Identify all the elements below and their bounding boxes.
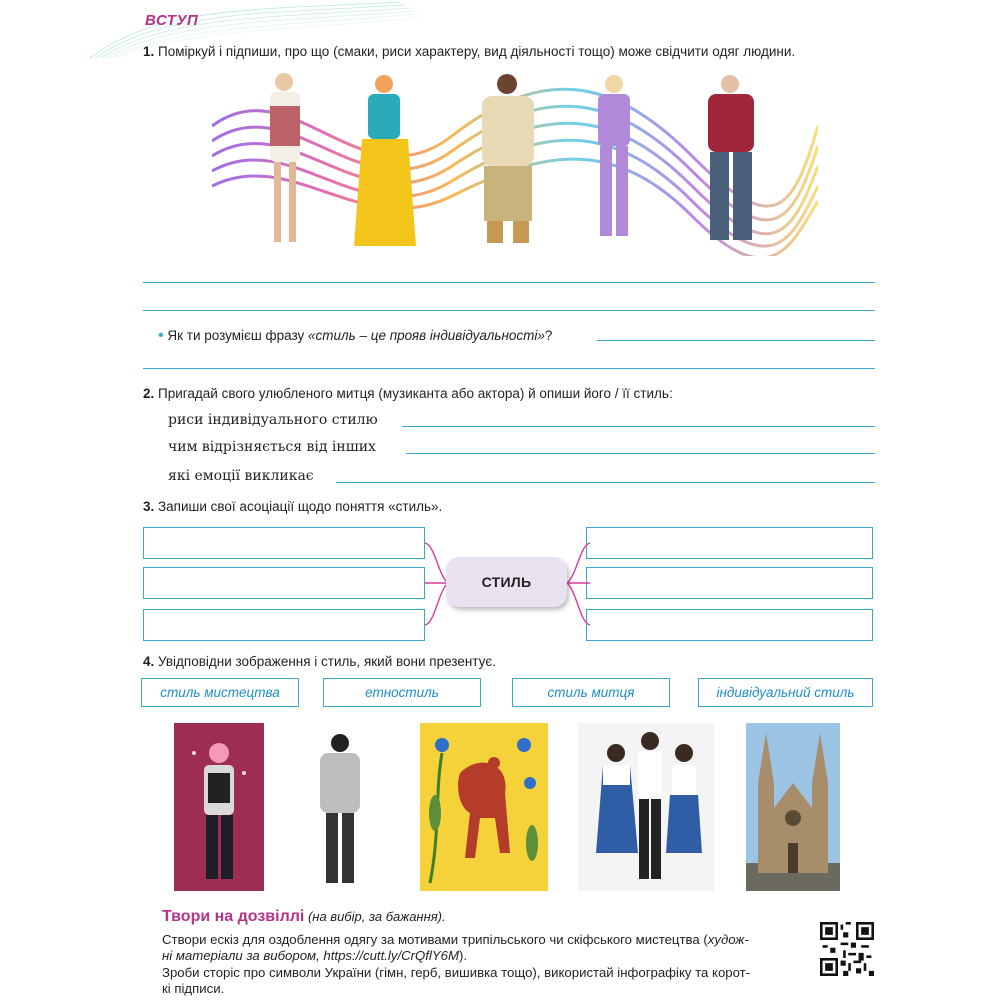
leisure-text: ). <box>459 948 468 963</box>
leisure-line-3: Зроби сторіс про символи України (гімн, герб, вишивка тощо), використай інфографіку та корот- <box>162 965 751 980</box>
task1-instruction <box>143 44 795 59</box>
leisure-link[interactable]: ні матеріали за вибором, https://cutt.ly/CrQflY6M <box>162 948 459 963</box>
answer-line[interactable] <box>143 310 875 311</box>
task2-instruction <box>143 386 673 401</box>
style-center-node: СТИЛЬ <box>446 557 567 607</box>
question-suffix: ? <box>544 328 553 343</box>
task1-number: 1. <box>143 44 155 59</box>
leisure-line-2 <box>162 948 802 964</box>
answer-line[interactable] <box>597 340 875 341</box>
answer-line[interactable] <box>336 482 875 483</box>
association-box-right-2[interactable] <box>586 567 873 599</box>
leisure-text: Створи ескіз для оздоблення одягу за мотивами трипільського чи скіфського мистецтва ( <box>162 932 708 947</box>
label-ethno-style[interactable]: етностиль <box>323 678 481 707</box>
answer-line[interactable] <box>406 453 875 454</box>
task3-instruction <box>143 499 442 514</box>
photo-folk-painting-horse <box>420 723 548 891</box>
task4-number: 4. <box>143 654 155 669</box>
association-box-left-1[interactable] <box>143 527 425 559</box>
leisure-line-4: кі підписи. <box>162 981 225 996</box>
qr-code-icon[interactable] <box>820 922 874 976</box>
association-box-right-1[interactable] <box>586 527 873 559</box>
label-art-style[interactable]: стиль мистецтва <box>141 678 299 707</box>
task3-text: Запиши свої асоціації щодо поняття «стиль». <box>154 499 443 514</box>
label-individual-style[interactable]: індивідуальний стиль <box>698 678 873 707</box>
photo-gothic-cathedral <box>746 723 840 891</box>
section-title: ВСТУП <box>145 12 199 29</box>
answer-line[interactable] <box>143 282 875 283</box>
association-box-left-2[interactable] <box>143 567 425 599</box>
task3-number: 3. <box>143 499 155 514</box>
association-box-left-3[interactable] <box>143 609 425 641</box>
fashion-models-image <box>212 66 818 256</box>
photo-streetwear-outfit <box>304 723 376 891</box>
leisure-subtitle: (на вибір, за бажання). <box>304 909 446 924</box>
photo-ethno-costumes <box>578 723 714 891</box>
prompt-difference: чим відрізняється від інших <box>168 439 376 455</box>
prompt-style-traits: риси індивідуального стилю <box>168 412 378 428</box>
leisure-heading <box>162 908 446 926</box>
question-quote: «стиль – це прояв індивідуальності» <box>308 328 545 343</box>
task1-question <box>158 327 552 345</box>
task2-text: Пригадай свого улюбленого митця (музиканта або актора) й опиши його / її стиль: <box>154 386 673 401</box>
task1-text: Поміркуй і підпиши, про що (смаки, риси характеру, вид діяльності тощо) може свідчити одяг людини. <box>154 44 796 59</box>
photo-stage-performer <box>174 723 264 891</box>
answer-line[interactable] <box>143 368 875 369</box>
task4-text: Увідповідни зображення і стиль, який вони презентує. <box>154 654 497 669</box>
prompt-emotions: які емоції викликає <box>168 468 314 484</box>
association-box-right-3[interactable] <box>586 609 873 641</box>
leisure-title: Твори на дозвіллі <box>162 908 305 925</box>
task4-instruction <box>143 654 496 669</box>
bullet-icon: • <box>158 327 164 344</box>
label-artist-style[interactable]: стиль митця <box>512 678 670 707</box>
answer-line[interactable] <box>402 426 875 427</box>
task2-number: 2. <box>143 386 155 401</box>
leisure-text-italic: худож- <box>707 932 749 947</box>
leisure-line-1 <box>162 932 802 948</box>
question-prefix: Як ти розумієш фразу <box>167 328 309 343</box>
